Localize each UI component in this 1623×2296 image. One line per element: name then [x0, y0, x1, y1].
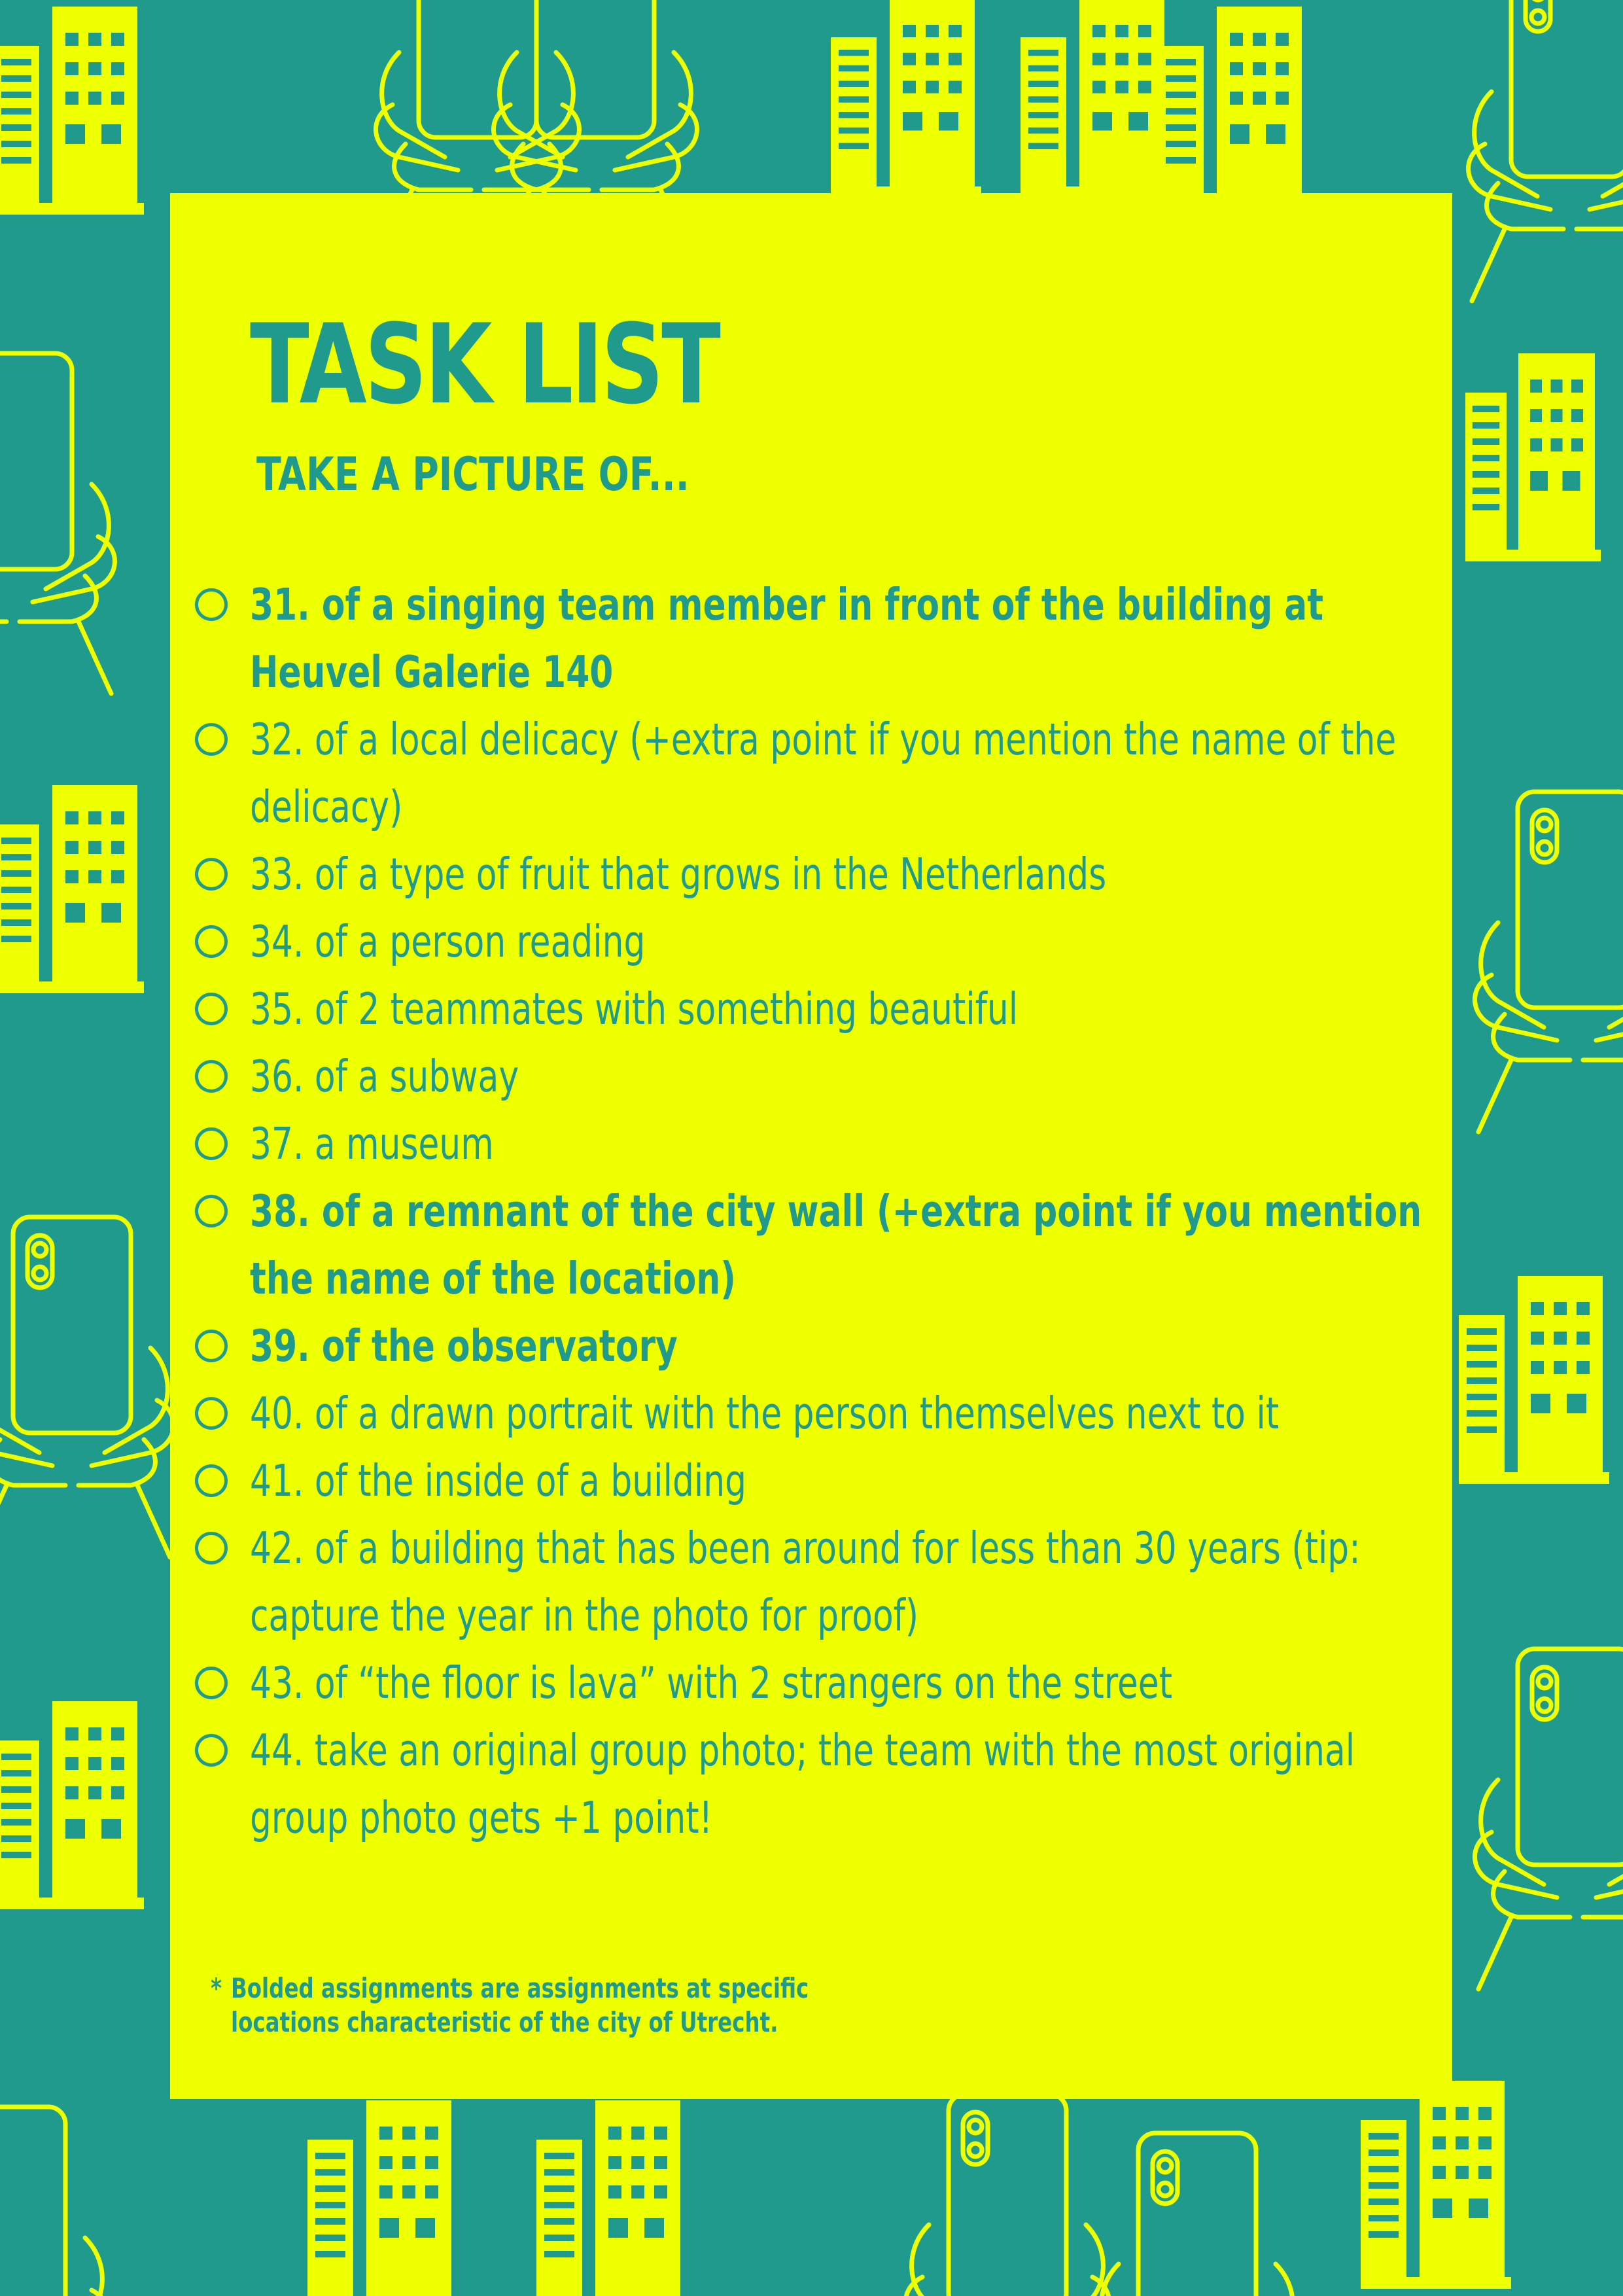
- task-text: 38. of a remnant of the city wall (+extra point if you mention the name of the location): [250, 1186, 1422, 1304]
- checkbox-circle-icon[interactable]: [195, 1060, 228, 1093]
- footnote-line-1: Bolded assignments are assignments at specific: [230, 1972, 809, 2004]
- task-text: 34. of a person reading: [250, 916, 646, 967]
- page-title: TASK LIST: [250, 300, 719, 429]
- page-subtitle: TAKE A PICTURE OF...: [256, 448, 689, 501]
- task-item: [195, 976, 1438, 1043]
- footnote: [211, 1971, 809, 2040]
- task-item: [195, 1717, 1438, 1852]
- checkbox-circle-icon[interactable]: [195, 858, 228, 891]
- checkbox-circle-icon[interactable]: [195, 1195, 228, 1227]
- task-item: [195, 1515, 1438, 1650]
- checkbox-circle-icon[interactable]: [195, 925, 228, 958]
- task-text: 41. of the inside of a building: [250, 1455, 747, 1506]
- task-text: 33. of a type of fruit that grows in the Netherlands: [250, 849, 1107, 900]
- task-text: 35. of 2 teammates with something beautiful: [250, 983, 1019, 1034]
- task-item: [195, 1447, 1438, 1515]
- task-item: [195, 571, 1438, 706]
- checkbox-circle-icon[interactable]: [195, 1464, 228, 1497]
- checkbox-circle-icon[interactable]: [195, 723, 228, 756]
- task-text: 42. of a building that has been around for less than 30 years (tip: capture the year in the photo for proof): [250, 1523, 1361, 1641]
- footnote-asterisk: *: [211, 1972, 222, 2004]
- task-item: [195, 706, 1438, 841]
- task-text: 39. of the observatory: [250, 1320, 678, 1371]
- task-item: [195, 1178, 1438, 1313]
- checkbox-circle-icon[interactable]: [195, 993, 228, 1025]
- checkbox-circle-icon[interactable]: [195, 1532, 228, 1564]
- task-text: 40. of a drawn portrait with the person themselves next to it: [250, 1388, 1280, 1439]
- task-text: 36. of a subway: [250, 1051, 519, 1102]
- task-text: 37. a museum: [250, 1118, 494, 1169]
- task-list: [195, 571, 1438, 1852]
- task-item: [195, 841, 1438, 908]
- task-item: [195, 1650, 1438, 1717]
- checkbox-circle-icon[interactable]: [195, 588, 228, 621]
- task-item: [195, 1043, 1438, 1110]
- checkbox-circle-icon[interactable]: [195, 1127, 228, 1160]
- task-item: [195, 1313, 1438, 1380]
- task-item: [195, 908, 1438, 976]
- task-item: [195, 1110, 1438, 1178]
- task-item: [195, 1380, 1438, 1447]
- task-text: 43. of “the floor is lava” with 2 strangers on the street: [250, 1657, 1173, 1708]
- checkbox-circle-icon[interactable]: [195, 1397, 228, 1430]
- task-text: 44. take an original group photo; the team with the most original group photo gets +1 point!: [250, 1725, 1355, 1843]
- task-card: [170, 193, 1452, 2099]
- footnote-line-2: locations characteristic of the city of Utrecht.: [230, 2006, 778, 2038]
- checkbox-circle-icon[interactable]: [195, 1667, 228, 1699]
- task-text: 31. of a singing team member in front of the building at Heuvel Galerie 140: [250, 579, 1324, 698]
- checkbox-circle-icon[interactable]: [195, 1734, 228, 1767]
- task-text: 32. of a local delicacy (+extra point if you mention the name of the delicacy): [250, 714, 1397, 832]
- checkbox-circle-icon[interactable]: [195, 1330, 228, 1362]
